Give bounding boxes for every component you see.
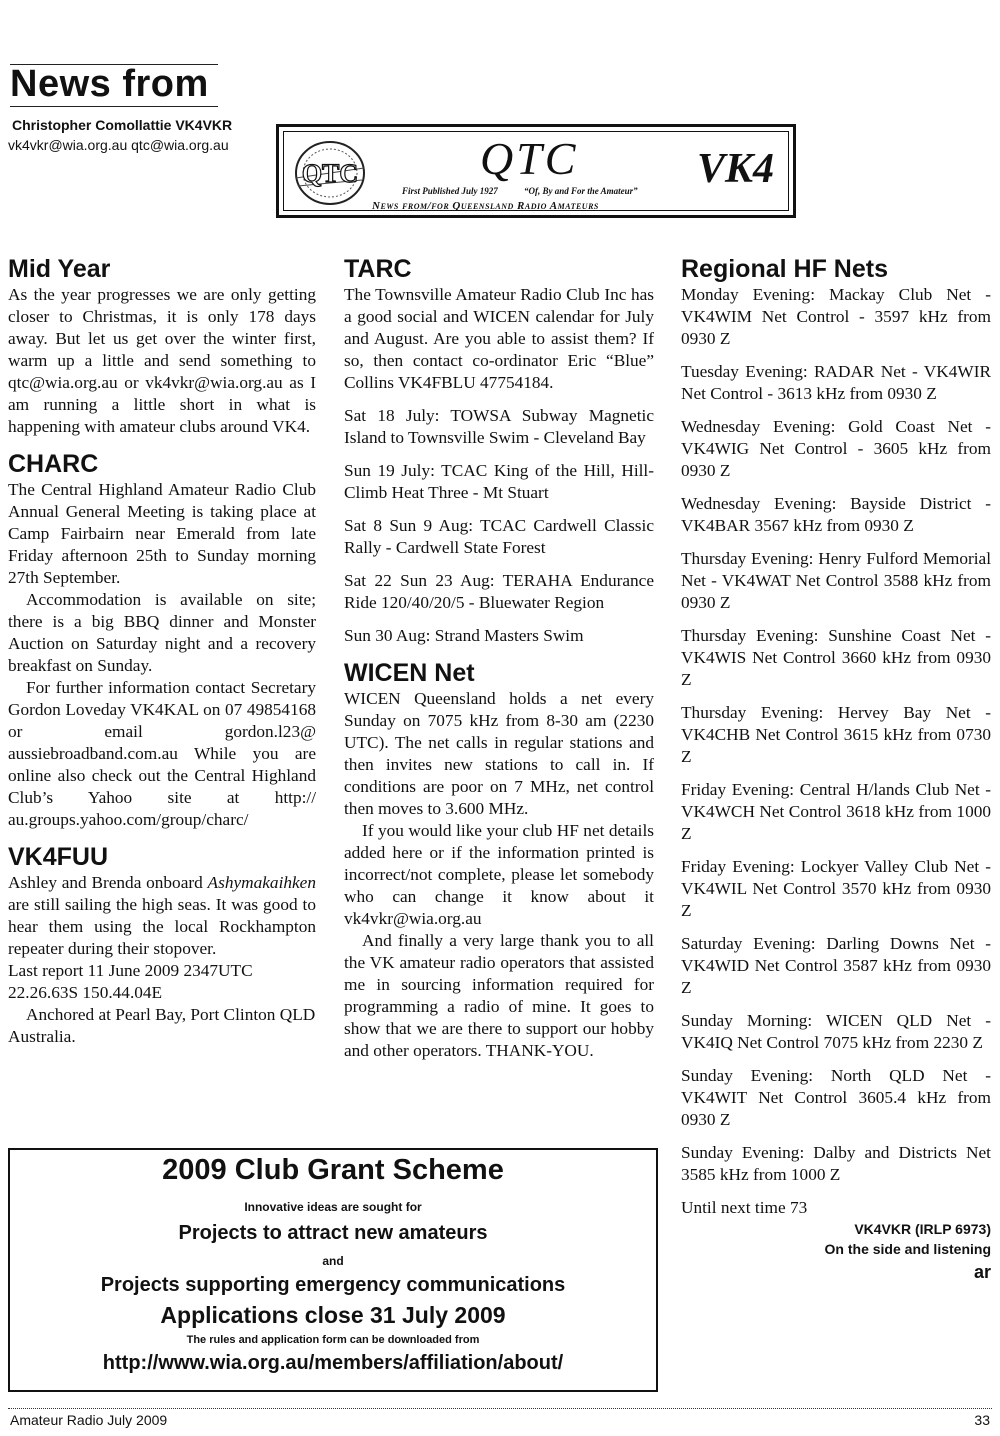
grant-url[interactable]: http://www.wia.org.au/members/affiliation/about/	[102, 1352, 564, 1374]
charc-heading: CHARC	[8, 450, 99, 478]
page-number: 33	[974, 1412, 990, 1428]
wicen-paragraph-1: WICEN Queensland holds a net every Sunday on 7075 kHz from 8-30 am (2230 UTC). The net calls in regular stations and then invites new stations to call in. If conditions are poor on 7 MHz, net control then moves to 3.600 MHz.	[344, 689, 654, 818]
closing-line: Until next time 73	[681, 1198, 808, 1217]
net-item: Friday Evening: Central H/lands Club Net - VK4WCH Net Control 3618 kHz from 1000 Z	[681, 780, 991, 843]
column-3	[681, 254, 991, 1285]
column-2	[344, 254, 654, 1062]
column-1	[8, 254, 316, 1048]
vk4fuu-paragraph-1	[8, 872, 316, 960]
signature-tagline: On the side and listening	[824, 1241, 991, 1257]
author-name: Christopher Comollattie VK4VKR	[12, 117, 233, 133]
vk4fuu-paragraph-2: Last report 11 June 2009 2347UTC 22.26.63S 150.44.04E	[8, 961, 253, 1002]
footer-publication: Amateur Radio July 2009	[10, 1412, 168, 1428]
vk4fuu-heading: VK4FUU	[8, 843, 109, 871]
charc-paragraph-1: The Central Highland Amateur Radio Club Annual General Meeting is taking place at Camp Fairbairn near Emerald from late Friday afternoon 25th to Sunday morning 27th September.	[8, 480, 316, 587]
grant-intro: Innovative ideas are sought for	[244, 1200, 422, 1214]
tarc-event: Sat 8 Sun 9 Aug: TCAC Cardwell Classic Rally - Cardwell State Forest	[344, 516, 654, 557]
title-underline	[10, 106, 218, 107]
vk4fuu-text-b: are still sailing the high seas. It was good to hear them using the local Rockhampton repeater during their stopover.	[8, 895, 316, 958]
grant-line-2: Projects supporting emergency communications	[100, 1274, 566, 1296]
net-item: Sunday Evening: Dalby and Districts Net 3585 kHz from 1000 Z	[681, 1143, 991, 1184]
qtc-title: QTC	[480, 133, 579, 184]
banner-motto: “Of, By and For the Amateur”	[524, 186, 638, 196]
wicen-heading: WICEN Net	[344, 659, 475, 687]
grant-and: and	[322, 1254, 344, 1268]
net-item: Friday Evening: Lockyer Valley Club Net -VK4WIL Net Control 3570 kHz from 0930 Z	[681, 857, 991, 920]
qtc-banner	[276, 124, 796, 218]
net-item: Sunday Morning: WICEN QLD Net - VK4IQ Net Control 7075 kHz from 2230 Z	[681, 1011, 991, 1052]
charc-paragraph-2: Accommodation is available on site; there is a big BBQ dinner and Monster Auction on Saturday night and a recovery breakfast on Sunday.	[8, 590, 316, 675]
net-item: Thursday Evening: Henry Fulford Memorial Net - VK4WAT Net Control 3588 kHz from 0930 Z	[681, 549, 991, 612]
tarc-event: Sat 22 Sun 23 Aug: TERAHA Endurance Ride 120/40/20/5 - Bluewater Region	[344, 571, 654, 612]
net-item: Thursday Evening: Hervey Bay Net - VK4CHB Net Control 3615 kHz from 0730 Z	[681, 703, 991, 766]
wicen-paragraph-3: And finally a very large thank you to all the VK amateur radio operators that assisted me in sourcing information required for programming a radio of mine. It goes to show that we are there to support our hobby and other operators. THANK-YOU.	[344, 931, 654, 1060]
grant-note: The rules and application form can be downloaded from	[186, 1334, 480, 1346]
first-published: First Published July 1927	[402, 186, 498, 196]
net-item: Tuesday Evening: RADAR Net - VK4WIR Net Control - 3613 kHz from 0930 Z	[681, 362, 991, 403]
qtc-logo-icon	[292, 138, 368, 208]
end-mark: ar	[973, 1262, 991, 1282]
charc-paragraph-3: For further information contact Secretary Gordon Loveday VK4KAL on 07 49854168 or email gordon.l23@ aussiebroadband.com.au While you are online also check out the Central Highland Club’s Yahoo site at http:// au.groups.yahoo.com/group/charc/	[8, 678, 316, 829]
tarc-event: Sat 18 July: TOWSA Subway Magnetic Island to Townsville Swim - Cleveland Bay	[344, 406, 654, 447]
author-emails: vk4vkr@wia.org.au qtc@wia.org.au	[8, 137, 229, 153]
grant-title: 2009 Club Grant Scheme	[162, 1154, 504, 1186]
page-title: News from	[10, 63, 209, 105]
vk4fuu-paragraph-3: Anchored at Pearl Bay, Port Clinton QLD Australia.	[8, 1005, 316, 1046]
net-item: Monday Evening: Mackay Club Net -VK4WIM Net Control - 3597 kHz from 0930 Z	[681, 285, 991, 348]
tarc-heading: TARC	[344, 255, 412, 283]
net-item: Wednesday Evening: Gold Coast Net -VK4WIG Net Control - 3605 kHz from 0930 Z	[681, 417, 991, 480]
net-item: Sunday Evening: North QLD Net - VK4WIT Net Control 3605.4 kHz from 0930 Z	[681, 1066, 991, 1129]
grant-line-1: Projects to attract new amateurs	[178, 1222, 488, 1244]
footer-rule	[8, 1408, 992, 1409]
mid-year-heading: Mid Year	[8, 255, 111, 283]
wicen-paragraph-2: If you would like your club HF net details added here or if the information printed is incorrect/not complete, please let somebody who can change it know about it vk4vkr@wia.org.au	[344, 821, 654, 928]
net-item: Saturday Evening: Darling Downs Net -VK4WID Net Control 3587 kHz from 0930 Z	[681, 934, 991, 997]
net-item: Wednesday Evening: Bayside District - VK4BAR 3567 kHz from 0930 Z	[681, 494, 991, 535]
tarc-intro: The Townsville Amateur Radio Club Inc has a good social and WICEN calendar for July and August. Are you able to assist them? If so, then contact co-ordinator Eric “Blue” Collins VK4FBLU 47754184.	[344, 285, 654, 392]
vk4fuu-text-a: Ashley and Brenda onboard	[8, 873, 208, 892]
regional-nets-heading: Regional HF Nets	[681, 255, 888, 283]
svg-text:QTC: QTC	[301, 159, 359, 188]
ship-name: Ashymakaihken	[207, 873, 316, 892]
tarc-event: Sun 19 July: TCAC King of the Hill, Hill-Climb Heat Three - Mt Stuart	[344, 461, 654, 502]
net-item: Thursday Evening: Sunshine Coast Net - VK4WIS Net Control 3660 kHz from 0930 Z	[681, 626, 991, 689]
grant-deadline: Applications close 31 July 2009	[160, 1302, 506, 1328]
mid-year-text: As the year progresses we are only getting closer to Christmas, it is only 178 days away. But let us get over the winter first, warm up a little and send something to qtc@wia.org.au or vk4vkr@wia.org.au as I am running a little short in what is happening with amateur clubs around VK4.	[8, 285, 316, 436]
signature-callsign: VK4VKR (IRLP 6973)	[854, 1221, 991, 1237]
tarc-event: Sun 30 Aug: Strand Masters Swim	[344, 626, 584, 645]
vk4-label: VK4	[696, 146, 774, 192]
banner-subtitle: News from/for Queensland Radio Amateurs	[372, 200, 599, 212]
grant-scheme-box	[8, 1148, 658, 1392]
